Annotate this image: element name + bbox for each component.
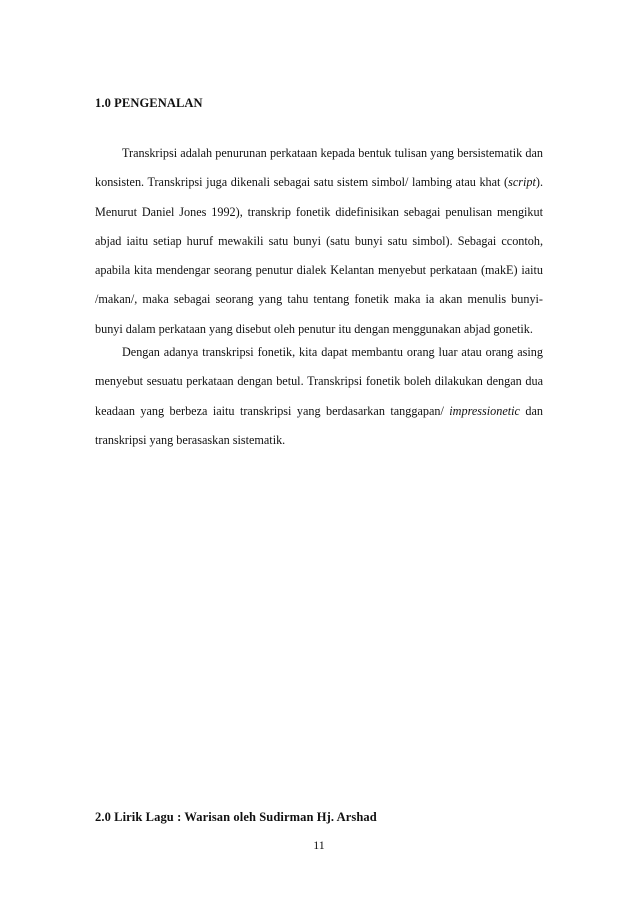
paragraph-text: ). Menurut Daniel Jones 1992), transkrip fonetik didefinisikan sebagai penulisan mengikut abjad iaitu setiap huruf mewakili satu bunyi (satu bunyi satu simbol). Sebagai ccontoh, apabila kita mendengar seorang penutur dialek Kelantan menyebut perkataan (makE) iaitu /makan/, maka sebagai seorang yang tahu tentang fonetik maka ia akan menulis bunyi-bunyi dalam perkataan yang disebut oleh penutur itu dengan menggunakan abjad gonetik.: [95, 175, 543, 336]
page-number: 11: [313, 838, 325, 852]
section-heading-pengenalan: 1.0 PENGENALAN: [95, 96, 203, 110]
paragraph-text: Transkripsi adalah penurunan perkataan kepada bentuk tulisan yang bersistematik dan konsisten. Transkripsi juga dikenali sebagai satu sistem simbol/ lambing atau khat (: [95, 146, 543, 190]
paragraph-transkripsi-benefit: [95, 338, 543, 455]
paragraph-text: Dengan adanya transkripsi fonetik, kita dapat membantu orang luar atau orang asing menyebut sesuatu perkataan dengan betul. Transkripsi fonetik boleh dilakukan dengan dua keadaan yang berbeza iaitu transkripsi yang berdasarkan tanggapan/: [95, 345, 543, 418]
italic-term-impressionetic: impressionetic: [449, 403, 520, 418]
italic-term-script: script: [508, 175, 536, 190]
paragraph-transkripsi-definition: [95, 139, 543, 344]
section-heading-lirik-lagu: 2.0 Lirik Lagu : Warisan oleh Sudirman Hj. Arshad: [95, 810, 377, 824]
paragraph-text: dan transkripsi yang berasaskan sistematik.: [95, 403, 543, 447]
